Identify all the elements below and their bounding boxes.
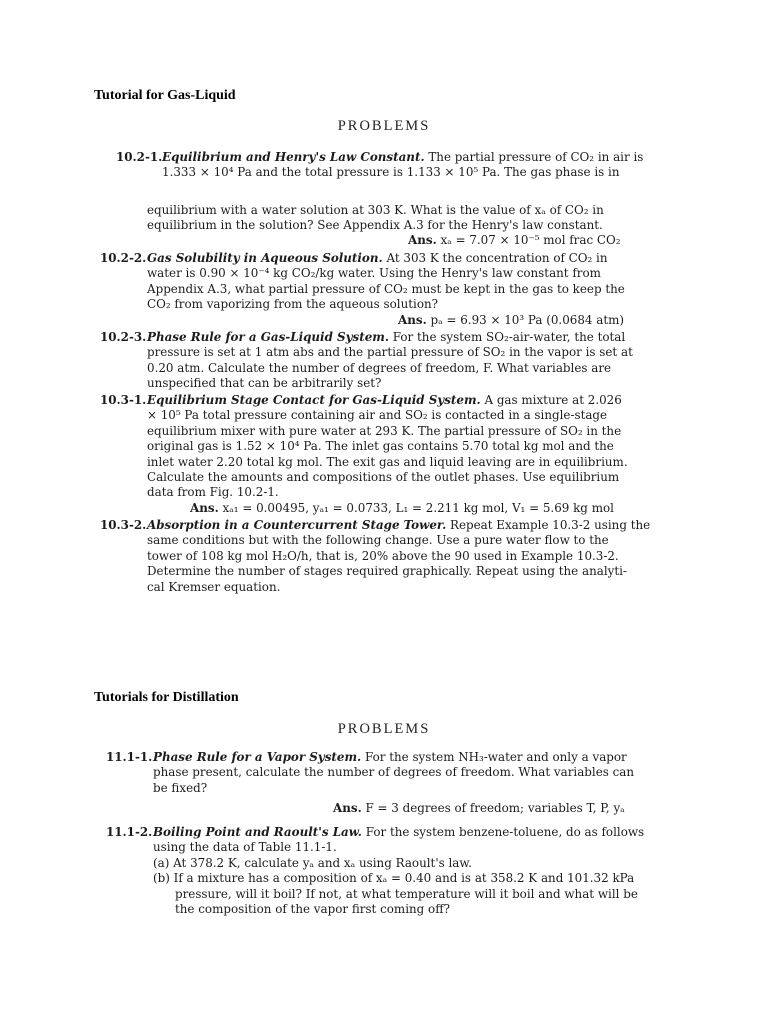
problem-part-b-text: the composition of the vapor first coming off? [175, 902, 451, 917]
problem-number: 11.1-2. [106, 825, 153, 839]
answer-10-2-2 [398, 313, 624, 328]
problem-10-2-1-continued [147, 203, 647, 234]
answer-label: Ans. [398, 313, 427, 327]
problem-text: phase present, calculate the number of degrees of freedom. What variables can [153, 765, 635, 780]
problem-number: 10.3-2. [100, 518, 147, 532]
problem-part-b: (b) If a mixture has a composition of xₐ = 0.40 and is at 358.2 K and 101.32 kPa [153, 871, 635, 886]
problem-text: data from Fig. 10.2-1. [147, 485, 279, 500]
answer-text: xₐ = 7.07 × 10⁻⁵ mol frac CO₂ [440, 233, 621, 247]
problem-text: using the data of Table 11.1-1. [153, 840, 337, 855]
problem-text: The partial pressure of CO₂ in air is [428, 150, 644, 164]
problem-text: CO₂ from vaporizing from the aqueous solution? [147, 297, 439, 312]
problem-text: Appendix A.3, what partial pressure of CO₂ must be kept in the gas to keep the [147, 281, 625, 296]
problem-text: equilibrium mixer with pure water at 293 K. The partial pressure of SO₂ in the [147, 423, 622, 438]
answer-text: xₐ₁ = 0.00495, yₐ₁ = 0.0733, L₁ = 2.211 kg mol, V₁ = 5.69 kg mol [222, 501, 614, 515]
problem-text: tower of 108 kg mol H₂O/h, that is, 20% above the 90 used in Example 10.3-2. [147, 548, 619, 563]
problem-title: Gas Solubility in Aqueous Solution. [147, 251, 383, 265]
problem-text: × 10⁵ Pa total pressure containing air and SO₂ is contacted in a single-stage [147, 408, 608, 423]
problem-text: Calculate the amounts and compositions of the outlet phases. Use equilibrium [147, 470, 620, 485]
problem-text: Repeat Example 10.3-2 using the [450, 518, 651, 532]
section-heading-gas-liquid: Tutorial for Gas-Liquid [94, 88, 236, 103]
problem-text: original gas is 1.52 × 10⁴ Pa. The inlet gas contains 5.70 total kg mol and the [147, 439, 614, 454]
problem-text: be fixed? [153, 780, 208, 795]
answer-label: Ans. [333, 801, 362, 815]
problem-number: 10.2-1. [116, 150, 163, 164]
problem-text: 0.20 atm. Calculate the number of degrees of freedom, F. What variables are [147, 360, 612, 375]
problem-text: unspecified that can be arbitrarily set? [147, 376, 382, 391]
answer-text: pₐ = 6.93 × 10³ Pa (0.0684 atm) [430, 313, 625, 327]
problem-title: Phase Rule for a Vapor System. [153, 750, 362, 764]
problem-title: Equilibrium and Henry's Law Constant. [162, 150, 425, 164]
problems-title: PROBLEMS [337, 118, 431, 134]
problem-text: A gas mixture at 2.026 [484, 393, 622, 407]
problem-title: Equilibrium Stage Contact for Gas-Liquid System. [147, 393, 481, 407]
problem-title: Boiling Point and Raoult's Law. [153, 825, 362, 839]
problem-text: inlet water 2.20 total kg mol. The exit gas and liquid leaving are in equilibrium. [147, 454, 628, 469]
problem-text: For the system NH₃-water and only a vapor [364, 750, 627, 764]
problem-text: cal Kremser equation. [147, 579, 281, 594]
problem-number: 10.2-2. [100, 251, 147, 265]
problem-text: water is 0.90 × 10⁻⁴ kg CO₂/kg water. Using the Henry's law constant from [147, 266, 601, 281]
answer-10-2-1 [408, 233, 621, 248]
section-heading-distillation: Tutorials for Distillation [94, 690, 239, 705]
answer-10-3-1 [190, 501, 614, 516]
answer-label: Ans. [408, 233, 437, 247]
problem-part-b-text: pressure, will it boil? If not, at what temperature will it boil and what will be [175, 886, 638, 901]
answer-label: Ans. [190, 501, 219, 515]
problem-text: 1.333 × 10⁴ Pa and the total pressure is 1.133 × 10⁵ Pa. The gas phase is in [162, 165, 620, 180]
problem-text: At 303 K the concentration of CO₂ in [386, 251, 608, 265]
problems-title: PROBLEMS [337, 721, 431, 737]
problem-number: 10.3-1. [100, 393, 147, 407]
problem-text: equilibrium in the solution? See Appendix A.3 for the Henry's law constant. [147, 218, 603, 233]
problem-text: Determine the number of stages required graphically. Repeat using the analyti- [147, 564, 627, 579]
answer-text: F = 3 degrees of freedom; variables T, P, yₐ [365, 801, 625, 815]
problem-part-a: (a) At 378.2 K, calculate yₐ and xₐ using Raoult's law. [153, 855, 472, 870]
problem-text: same conditions but with the following change. Use a pure water flow to the [147, 533, 609, 548]
answer-11-1-1 [333, 801, 625, 816]
problem-title: Absorption in a Countercurrent Stage Tower. [147, 518, 447, 532]
problem-text: For the system benzene-toluene, do as follows [365, 825, 645, 839]
problem-text: For the system SO₂-air-water, the total [392, 330, 626, 344]
problem-number: 11.1-1. [106, 750, 153, 764]
problem-title: Phase Rule for a Gas-Liquid System. [147, 330, 389, 344]
problem-number: 10.2-3. [100, 330, 147, 344]
problem-text: equilibrium with a water solution at 303 K. What is the value of xₐ of CO₂ in [147, 203, 604, 217]
problem-text: pressure is set at 1 atm abs and the partial pressure of SO₂ in the vapor is set at [147, 345, 633, 360]
